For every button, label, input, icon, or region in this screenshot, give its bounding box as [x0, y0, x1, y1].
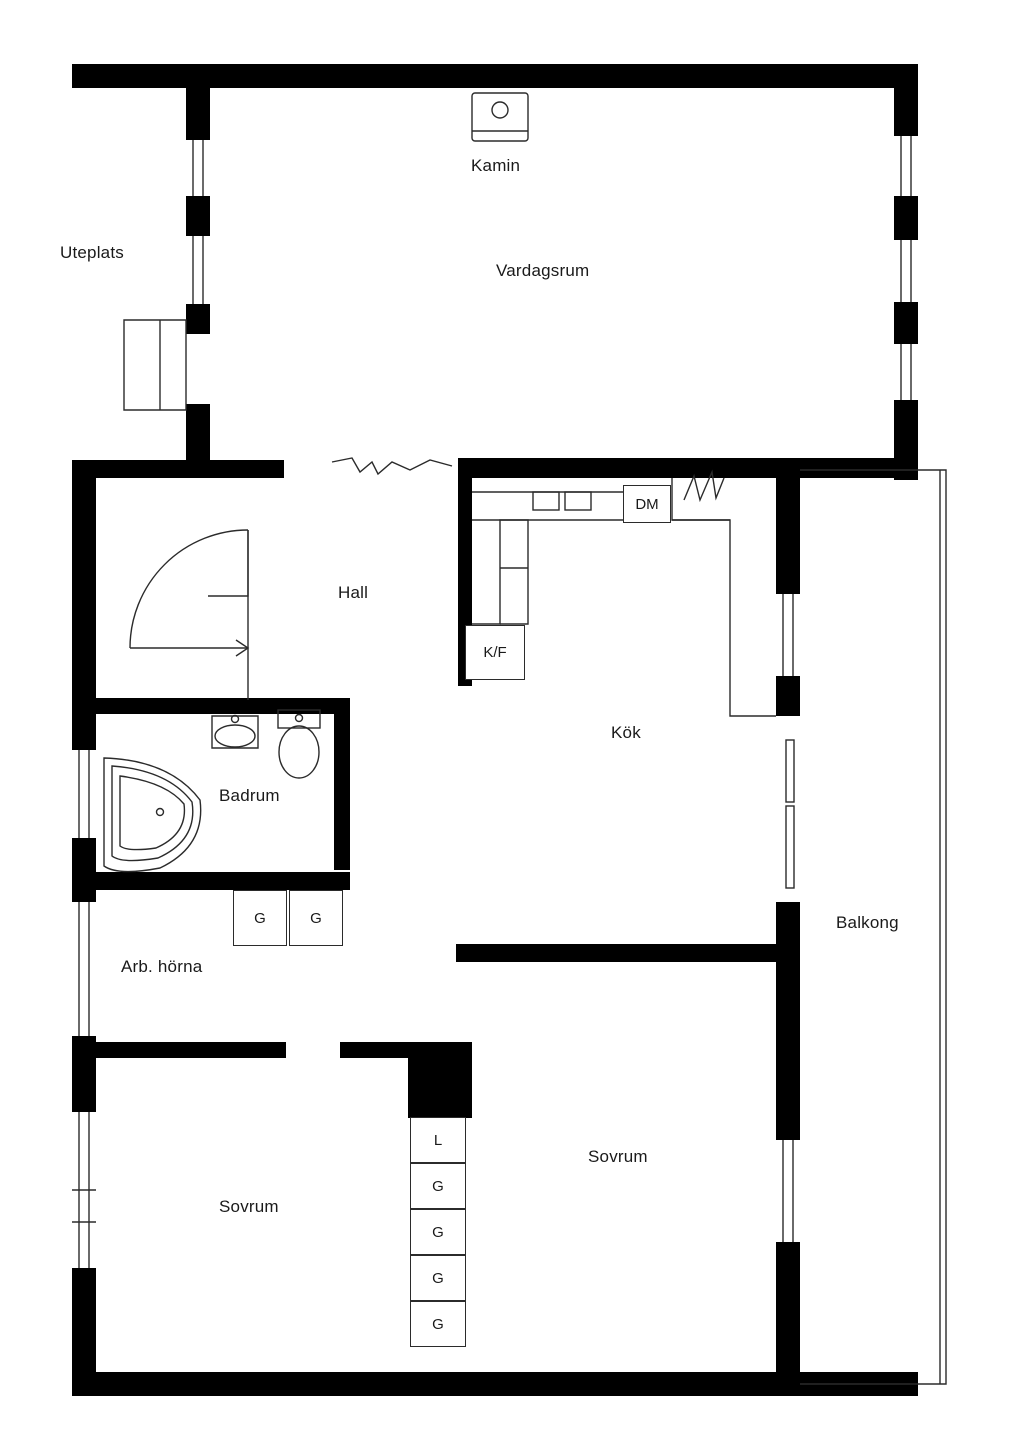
wall-bedroom2-top [96, 1042, 286, 1058]
room-label-sovrum-1: Sovrum [588, 1147, 648, 1166]
room-label-vardagsrum: Vardagsrum [496, 261, 590, 280]
room-label-kamin: Kamin [471, 156, 521, 175]
wall-living-left-b [186, 196, 210, 236]
wall-living-left-d [186, 404, 210, 464]
room-label-badrum: Badrum [219, 786, 280, 805]
closet-g-1: G [233, 890, 287, 946]
wall-bedroom1-top [340, 1042, 472, 1058]
room-label-sovrum-2: Sovrum [219, 1197, 279, 1216]
wall-outer-right-a [894, 458, 918, 480]
wall-living-right-c [894, 302, 918, 344]
wall-outer-right-c [776, 676, 800, 716]
wall-living-left-c [186, 304, 210, 334]
wall-living-left-a [186, 64, 210, 140]
room-label-arb-horna: Arb. hörna [121, 957, 203, 976]
wall-outer-right-b [776, 478, 800, 594]
wall-outer-right-e [776, 1242, 800, 1396]
appliance-dishwasher: DM [623, 485, 671, 523]
closet-g-2: G [289, 890, 343, 946]
wall-bedroom-divider [456, 1042, 472, 1118]
wall-living-bottom-right [458, 458, 918, 478]
room-label-balkong: Balkong [836, 913, 899, 932]
wall-outer-right-d [776, 902, 800, 1140]
wall-outer-left-b [72, 838, 96, 902]
room-label-hall: Hall [338, 583, 369, 602]
wall-outer-left-c [72, 1036, 96, 1112]
room-label-uteplats: Uteplats [60, 243, 124, 262]
wardrobe-g-1: G [410, 1163, 466, 1209]
wardrobe-g-4: G [410, 1301, 466, 1347]
wall-bath-right [334, 698, 350, 870]
wall-living-right-a [894, 64, 918, 136]
wall-living-right-b [894, 196, 918, 240]
wardrobe-g-2: G [410, 1209, 466, 1255]
appliance-fridge-freezer: K/F [465, 625, 525, 680]
wardrobe-g-3: G [410, 1255, 466, 1301]
wall-bath-bottom [96, 872, 350, 890]
wall-outer-left-a [72, 460, 96, 750]
wardrobe-l: L [410, 1117, 466, 1163]
wall-bath-top [96, 698, 350, 714]
wall-living-right-d [894, 400, 918, 462]
wall-top-right [208, 64, 918, 88]
wall-living-bottom-left [72, 460, 284, 478]
wall-kitchen-bedroom [456, 944, 792, 962]
room-label-kok: Kök [611, 723, 641, 742]
